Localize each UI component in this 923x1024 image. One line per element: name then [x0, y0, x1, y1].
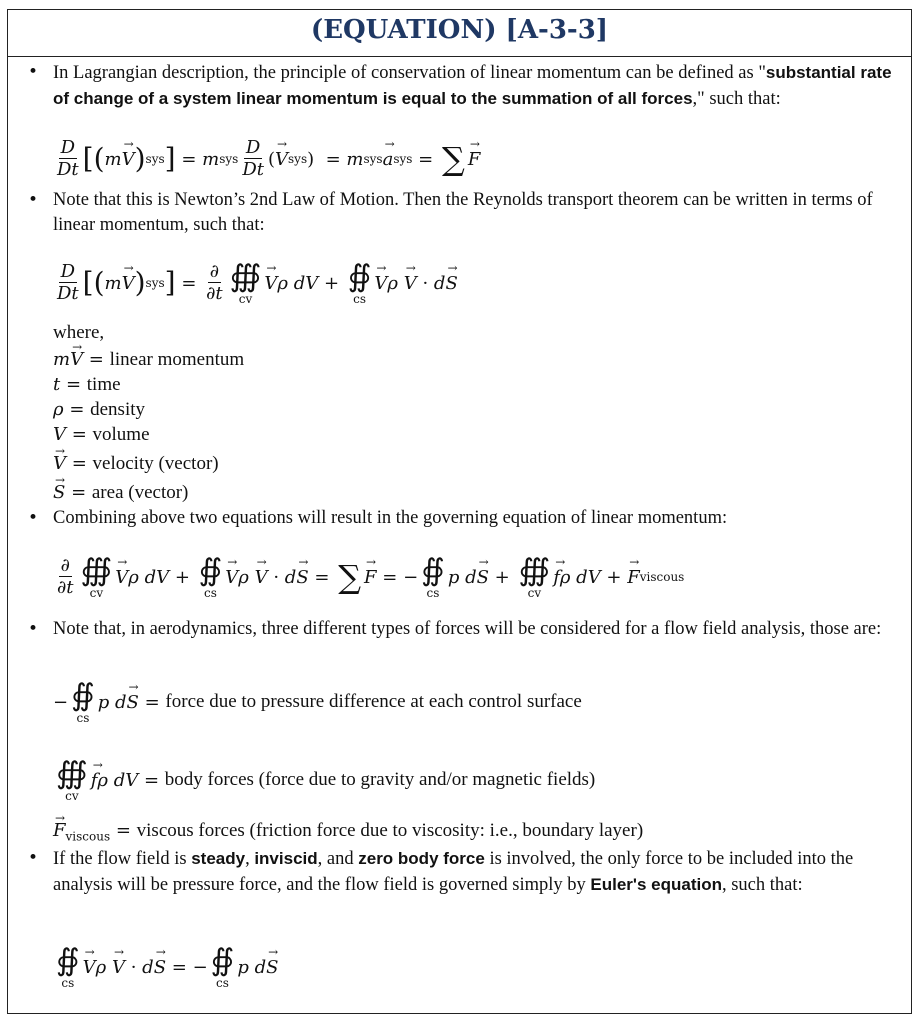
limit-cv: cv: [65, 789, 79, 803]
definition-velocity: → V = velocity (vector): [53, 451, 219, 476]
sub-viscous: viscous: [639, 570, 685, 584]
sub-sys: sys: [219, 152, 239, 166]
definition-area: → S = area (vector): [53, 480, 188, 505]
equation-governing: $\frac{\partial}{\partial t}$ ∰ cv → V ρ dV + ∯ cs → V ρ → V · d → S = ∑ → F = − ∯ cs p d → S + ∰ cv → f ρ dV + → F viscous: [53, 542, 684, 612]
limit-cs: cs: [76, 711, 90, 725]
bold-zero-body-force: zero body force: [358, 849, 485, 868]
equation-reynolds: $\frac{D}{Dt}$ [( m → V ) sys ] = $\frac{\partial}{\partial t}$ ∰ cv → V ρ dV + ∯ cs → V ρ → V · d → S: [53, 248, 458, 318]
definition-volume: V = volume: [53, 424, 150, 445]
limit-cs: cs: [216, 976, 229, 990]
paragraph-euler: If the flow field is steady, inviscid, and zero body force is involved, the only force to be included into the analysis will be pressure force, and the flow field is governed simply by Euler's equation, such that:: [53, 849, 854, 895]
bold-inviscid: inviscid: [254, 849, 318, 868]
limit-cs: cs: [204, 586, 217, 600]
p1-text-a: In Lagrangian description, the principle of conservation of linear momentum can be defined as ": [53, 63, 766, 83]
definition-density: ρ = density: [53, 399, 146, 420]
paragraph-combining: Combining above two equations will result in the governing equation of linear momentum:: [53, 508, 728, 528]
sub-sys: sys: [393, 152, 413, 166]
paragraph-forces: Note that, in aerodynamics, three different types of forces will be considered for a flow field analysis, those are:: [53, 619, 882, 639]
sub-sys: sys: [288, 152, 308, 166]
sub-viscous: viscous: [65, 829, 111, 844]
title-divider: [8, 56, 911, 57]
bold-euler-equation: Euler's equation: [590, 875, 722, 894]
definition-time: t = time: [53, 374, 121, 395]
equation-pressure-force: − ∯ cs p d → S = force due to pressure difference at each control surface: [53, 670, 582, 734]
sub-sys: sys: [145, 276, 165, 290]
equation-euler: ∯ cs → V ρ → V · d → S = − ∯ cs p d → S: [53, 932, 278, 1002]
equation-body-force: ∰ cv → f ρ dV = body forces (force due to gravity and/or magnetic fields): [53, 748, 595, 812]
limit-cs: cs: [61, 976, 75, 990]
bullet-4: •: [28, 619, 39, 639]
bullet-2: •: [28, 190, 39, 210]
bold-steady: steady: [191, 849, 246, 868]
where-label: where,: [53, 322, 105, 343]
equation-newton: $\frac{D}{Dt}$ [( m → V ) sys ] = m sys $\frac{D}{Dt}$ ( → V sys ) = m sys → a sys = ∑ → F: [53, 133, 480, 185]
sub-sys: sys: [145, 152, 165, 166]
limit-cv: cv: [527, 586, 542, 600]
bullet-1: •: [28, 62, 39, 82]
p1-text-c: ," such that:: [692, 89, 781, 109]
p1-bold-text: substantial rate of change of a system linear momentum is equal to the summation of all forces: [53, 63, 892, 108]
bullet-5: •: [28, 848, 39, 868]
limit-cs: cs: [353, 292, 367, 306]
equation-viscous-force: → $F_{viscous}$ = viscous forces (friction force due to viscosity: i.e., boundary layer): [53, 818, 643, 850]
paragraph-newton: Note that this is Newton’s 2nd Law of Motion. Then the Reynolds transport theorem can be written in terms of linear momentum, such that:: [53, 190, 873, 235]
limit-cv: cv: [238, 292, 253, 306]
limit-cv: cv: [89, 586, 104, 600]
bullet-3: •: [28, 508, 39, 528]
sub-sys: sys: [363, 152, 383, 166]
limit-cs: cs: [426, 586, 440, 600]
page-title: (EQUATION) [A-3-3]: [310, 15, 609, 45]
definition-momentum: m→ V = linear momentum: [53, 347, 244, 372]
equation-panel: [7, 9, 912, 1014]
paragraph-lagrangian: [53, 60, 903, 112]
